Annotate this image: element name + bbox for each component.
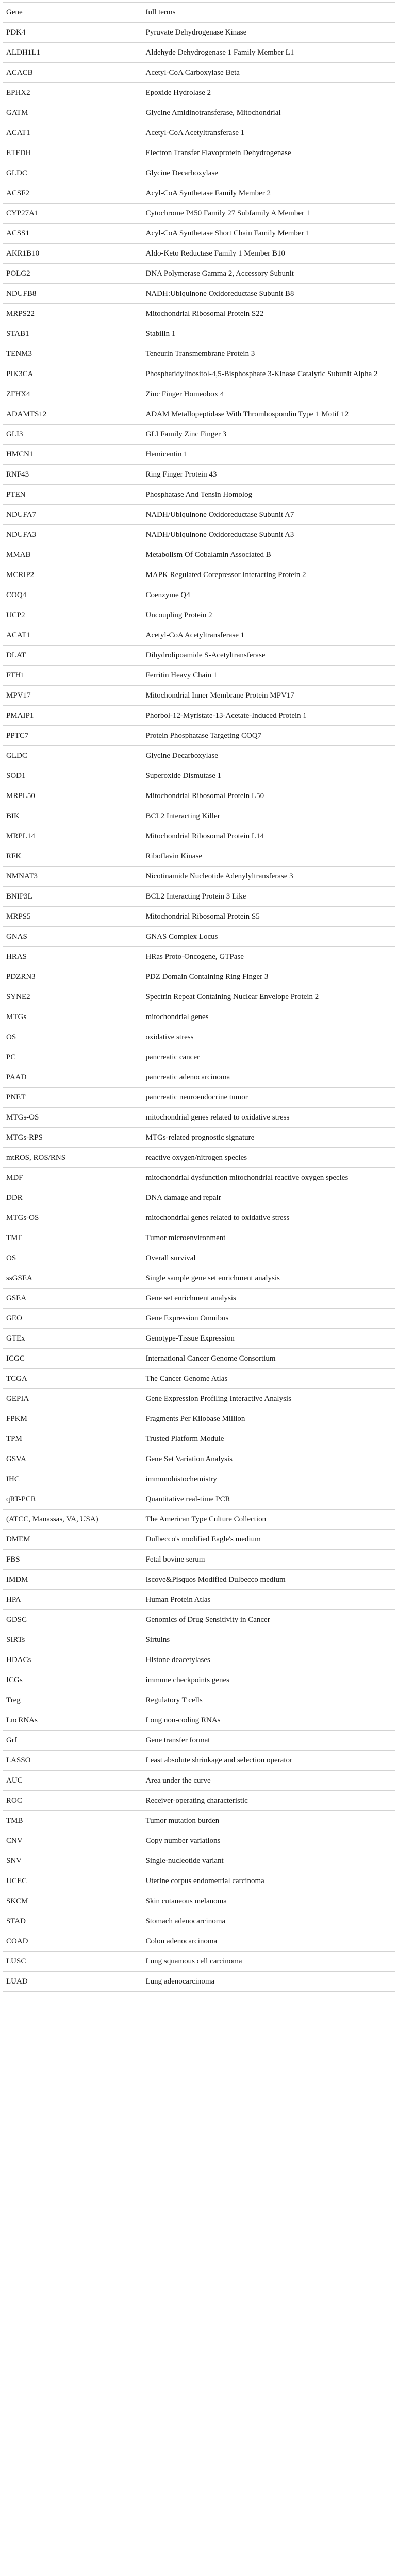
- table-row: [3, 485, 395, 505]
- gene-cell: HRAS: [3, 947, 142, 967]
- table-row: [3, 846, 395, 867]
- table-row: [3, 1891, 395, 1911]
- gene-cell: ETFDH: [3, 143, 142, 163]
- table-row: [3, 465, 395, 485]
- table-row: [3, 605, 395, 625]
- table-row: [3, 1128, 395, 1148]
- table-row: [3, 726, 395, 746]
- full-term-cell: Gene set enrichment analysis: [145, 1294, 236, 1302]
- table-row: [3, 967, 395, 987]
- table-row: [3, 666, 395, 686]
- table-row: [3, 786, 395, 806]
- full-term-cell: Gene Set Variation Analysis: [145, 1455, 233, 1463]
- full-term-cell: The Cancer Genome Atlas: [145, 1375, 228, 1383]
- gene-cell: MCRIP2: [3, 565, 142, 585]
- full-term-cell: Copy number variations: [145, 1837, 221, 1845]
- gene-cell: MRPS5: [3, 907, 142, 927]
- gene-cell: LUSC: [3, 1952, 142, 1972]
- table-row: [3, 23, 395, 43]
- gene-cell: COQ4: [3, 585, 142, 605]
- full-term-cell: Least absolute shrinkage and selection operator: [145, 1756, 292, 1765]
- gene-cell: mtROS, ROS/RNS: [3, 1148, 142, 1168]
- gene-cell: GTEx: [3, 1329, 142, 1349]
- gene-cell: ICGs: [3, 1670, 142, 1690]
- table-row: [3, 103, 395, 123]
- table-row: [3, 1289, 395, 1309]
- full-term-cell: DNA Polymerase Gamma 2, Accessory Subunit: [145, 269, 294, 278]
- table-row: [3, 1911, 395, 1931]
- table-row: [3, 1148, 395, 1168]
- gene-cell: PIK3CA: [3, 364, 142, 384]
- gene-cell: NDUFB8: [3, 284, 142, 304]
- table-row: [3, 826, 395, 846]
- table-row: [3, 1811, 395, 1831]
- table-row: [3, 1047, 395, 1067]
- full-term-cell: Stabilin 1: [145, 330, 176, 338]
- gene-cell: ACSF2: [3, 183, 142, 204]
- gene-cell: qRT-PCR: [3, 1489, 142, 1510]
- gene-cell: RNF43: [3, 465, 142, 485]
- full-term-cell: International Cancer Genome Consortium: [145, 1354, 276, 1363]
- gene-cell: NDUFA7: [3, 505, 142, 525]
- full-term-cell: Spectrin Repeat Containing Nuclear Envelope Protein 2: [145, 993, 319, 1001]
- table-row: [3, 1610, 395, 1630]
- full-term-cell: BCL2 Interacting Protein 3 Like: [145, 892, 246, 901]
- gene-cell: COAD: [3, 1931, 142, 1952]
- table-row: [3, 404, 395, 425]
- full-term-cell: immune checkpoints genes: [145, 1676, 229, 1684]
- table-header-row: [3, 3, 395, 23]
- gene-cell: HDACs: [3, 1650, 142, 1670]
- full-term-cell: Acetyl-CoA Acetyltransferase 1: [145, 631, 245, 639]
- table-row: [3, 706, 395, 726]
- gene-cell: ACSS1: [3, 224, 142, 244]
- table-row: [3, 445, 395, 465]
- table-row: [3, 1208, 395, 1228]
- table-row: [3, 1570, 395, 1590]
- gene-cell: IMDM: [3, 1570, 142, 1590]
- gene-cell: ACAT1: [3, 625, 142, 646]
- full-term-cell: Metabolism Of Cobalamin Associated B: [145, 551, 271, 559]
- full-term-cell: Teneurin Transmembrane Protein 3: [145, 350, 255, 358]
- table-row: [3, 344, 395, 364]
- full-term-cell: immunohistochemistry: [145, 1475, 217, 1483]
- gene-cell: MRPS22: [3, 304, 142, 324]
- gene-cell: GEPIA: [3, 1389, 142, 1409]
- table-row: [3, 545, 395, 565]
- gene-cell: TMB: [3, 1811, 142, 1831]
- gene-cell: GEO: [3, 1309, 142, 1329]
- full-term-cell: mitochondrial dysfunction mitochondrial reactive oxygen species: [145, 1174, 349, 1182]
- gene-cell: ICGC: [3, 1349, 142, 1369]
- full-term-cell: NADH/Ubiquinone Oxidoreductase Subunit A7: [145, 511, 294, 519]
- table-row: [3, 525, 395, 545]
- table-row: [3, 646, 395, 666]
- gene-cell: PMAIP1: [3, 706, 142, 726]
- gene-cell: LUAD: [3, 1972, 142, 1992]
- gene-cell: PDK4: [3, 23, 142, 43]
- table-row: [3, 1007, 395, 1027]
- table-row: [3, 364, 395, 384]
- table-row: [3, 1027, 395, 1047]
- full-term-cell: Mitochondrial Inner Membrane Protein MPV17: [145, 691, 294, 700]
- gene-cell: DLAT: [3, 646, 142, 666]
- full-term-cell: Phosphatidylinositol-4,5-Bisphosphate 3-Kinase Catalytic Subunit Alpha 2: [145, 370, 378, 378]
- full-term-cell: Tumor microenvironment: [145, 1234, 226, 1242]
- abbreviation-table: [3, 2, 395, 1992]
- table-row: [3, 1088, 395, 1108]
- gene-cell: ACACB: [3, 63, 142, 83]
- full-term-cell: Genotype-Tissue Expression: [145, 1334, 235, 1343]
- full-term-cell: Quantitative real-time PCR: [145, 1495, 230, 1503]
- full-term-cell: Coenzyme Q4: [145, 591, 190, 599]
- gene-cell: PC: [3, 1047, 142, 1067]
- full-term-cell: Fetal bovine serum: [145, 1555, 205, 1564]
- table-row: [3, 565, 395, 585]
- table-row: [3, 384, 395, 404]
- full-term-cell: Regulatory T cells: [145, 1696, 203, 1704]
- full-term-cell: Overall survival: [145, 1254, 196, 1262]
- gene-cell: SOD1: [3, 766, 142, 786]
- gene-cell: GLDC: [3, 746, 142, 766]
- table-row: [3, 244, 395, 264]
- full-term-cell: Zinc Finger Homeobox 4: [145, 390, 224, 398]
- full-term-cell: Dulbecco's modified Eagle's medium: [145, 1535, 261, 1544]
- table-row: [3, 1931, 395, 1952]
- gene-cell: DMEM: [3, 1530, 142, 1550]
- table-row: [3, 183, 395, 204]
- full-term-cell: Phorbol-12-Myristate-13-Acetate-Induced Protein 1: [145, 711, 307, 720]
- table-row: [3, 1188, 395, 1208]
- full-term-cell: Uncoupling Protein 2: [145, 611, 212, 619]
- full-term-cell: Gene Expression Profiling Interactive Analysis: [145, 1395, 291, 1403]
- full-term-cell: Colon adenocarcinoma: [145, 1937, 218, 1945]
- full-term-cell: NADH/Ubiquinone Oxidoreductase Subunit A3: [145, 531, 294, 539]
- gene-cell: PAAD: [3, 1067, 142, 1088]
- gene-cell: ssGSEA: [3, 1268, 142, 1289]
- full-term-cell: reactive oxygen/nitrogen species: [145, 1154, 247, 1162]
- full-term-cell: HRas Proto-Oncogene, GTPase: [145, 953, 244, 961]
- full-term-cell: Superoxide Dismutase 1: [145, 772, 222, 780]
- gene-cell: MTGs-OS: [3, 1108, 142, 1128]
- full-term-cell: The American Type Culture Collection: [145, 1515, 267, 1523]
- table-row: [3, 425, 395, 445]
- gene-cell: MMAB: [3, 545, 142, 565]
- full-term-cell: Acetyl-CoA Carboxylase Beta: [145, 69, 240, 77]
- full-term-cell: Area under the curve: [145, 1776, 211, 1785]
- full-term-cell: MTGs-related prognostic signature: [145, 1133, 255, 1142]
- gene-cell: CYP27A1: [3, 204, 142, 224]
- gene-cell: PPTC7: [3, 726, 142, 746]
- gene-cell: NMNAT3: [3, 867, 142, 887]
- table-row: [3, 1228, 395, 1248]
- full-term-cell: Sirtuins: [145, 1636, 170, 1644]
- gene-cell: UCP2: [3, 605, 142, 625]
- table-row: [3, 1389, 395, 1409]
- gene-cell: ALDH1L1: [3, 43, 142, 63]
- gene-cell: LncRNAs: [3, 1710, 142, 1731]
- gene-cell: POLG2: [3, 264, 142, 284]
- gene-cell: IHC: [3, 1469, 142, 1489]
- table-row: [3, 1409, 395, 1429]
- table-row: [3, 927, 395, 947]
- full-term-cell: Mitochondrial Ribosomal Protein L14: [145, 832, 264, 840]
- full-term-cell: pancreatic neuroendocrine tumor: [145, 1093, 248, 1101]
- gene-cell: HMCN1: [3, 445, 142, 465]
- table-row: [3, 1731, 395, 1751]
- full-term-cell: Single sample gene set enrichment analysis: [145, 1274, 280, 1282]
- full-term-cell: Receiver-operating characteristic: [145, 1797, 248, 1805]
- table-row: [3, 625, 395, 646]
- table-row: [3, 1771, 395, 1791]
- full-term-cell: Gene transfer format: [145, 1736, 210, 1744]
- full-term-cell: Gene Expression Omnibus: [145, 1314, 229, 1323]
- gene-cell: GSEA: [3, 1289, 142, 1309]
- table-row: [3, 123, 395, 143]
- table-row: [3, 1690, 395, 1710]
- gene-cell: BNIP3L: [3, 887, 142, 907]
- full-term-cell: Single-nucleotide variant: [145, 1857, 224, 1865]
- gene-cell: SYNE2: [3, 987, 142, 1007]
- table-body: [3, 3, 395, 1992]
- gene-cell: ADAMTS12: [3, 404, 142, 425]
- gene-cell: GLI3: [3, 425, 142, 445]
- full-term-cell: Tumor mutation burden: [145, 1817, 220, 1825]
- table-row: [3, 1429, 395, 1449]
- full-term-cell: Phosphatase And Tensin Homolog: [145, 490, 253, 499]
- table-row: [3, 83, 395, 103]
- table-row: [3, 907, 395, 927]
- table-row: [3, 746, 395, 766]
- full-term-cell: Ring Finger Protein 43: [145, 470, 217, 479]
- table-row: [3, 1590, 395, 1610]
- gene-cell: TME: [3, 1228, 142, 1248]
- gene-cell: STAB1: [3, 324, 142, 344]
- gene-cell: MTGs: [3, 1007, 142, 1027]
- table-row: [3, 806, 395, 826]
- full-term-cell: Glycine Amidinotransferase, Mitochondrial: [145, 109, 281, 117]
- full-term-cell: Nicotinamide Nucleotide Adenylyltransferase 3: [145, 872, 293, 880]
- full-term-cell: mitochondrial genes: [145, 1013, 209, 1021]
- table-row: [3, 1108, 395, 1128]
- full-term-cell: oxidative stress: [145, 1033, 194, 1041]
- full-term-cell: Glycine Decarboxylase: [145, 752, 218, 760]
- gene-cell: ACAT1: [3, 123, 142, 143]
- full-term-cell: Histone deacetylases: [145, 1656, 210, 1664]
- gene-cell: UCEC: [3, 1871, 142, 1891]
- table-row: [3, 1248, 395, 1268]
- gene-cell: Grf: [3, 1731, 142, 1751]
- gene-cell: GATM: [3, 103, 142, 123]
- full-term-cell: PDZ Domain Containing Ring Finger 3: [145, 973, 269, 981]
- full-term-cell: Iscove&Pisquos Modified Dulbecco medium: [145, 1575, 286, 1584]
- table-row: [3, 1952, 395, 1972]
- full-term-cell: Protein Phosphatase Targeting COQ7: [145, 732, 262, 740]
- table-row: [3, 304, 395, 324]
- full-term-cell: Riboflavin Kinase: [145, 852, 203, 860]
- gene-cell: OS: [3, 1248, 142, 1268]
- full-term-cell: Ferritin Heavy Chain 1: [145, 671, 218, 680]
- gene-cell: DDR: [3, 1188, 142, 1208]
- table-row: [3, 1530, 395, 1550]
- full-term-cell: Stomach adenocarcinoma: [145, 1917, 226, 1925]
- table-row: [3, 1831, 395, 1851]
- gene-cell: BIK: [3, 806, 142, 826]
- full-term-cell: Acyl-CoA Synthetase Short Chain Family Member 1: [145, 229, 310, 238]
- full-term-cell: Electron Transfer Flavoprotein Dehydrogenase: [145, 149, 291, 157]
- table-row: [3, 1369, 395, 1389]
- table-row: [3, 1489, 395, 1510]
- table-row: [3, 1751, 395, 1771]
- gene-cell: Treg: [3, 1690, 142, 1710]
- gene-cell: PDZRN3: [3, 967, 142, 987]
- gene-cell: ZFHX4: [3, 384, 142, 404]
- gene-cell: CNV: [3, 1831, 142, 1851]
- gene-cell: SKCM: [3, 1891, 142, 1911]
- table-row: [3, 1851, 395, 1871]
- full-term-cell: GNAS Complex Locus: [145, 933, 218, 941]
- header-gene: Gene: [3, 3, 142, 23]
- gene-cell: MRPL14: [3, 826, 142, 846]
- full-term-cell: Dihydrolipoamide S-Acetyltransferase: [145, 651, 266, 659]
- full-term-cell: Lung adenocarcinoma: [145, 1977, 215, 1986]
- table-row: [3, 1710, 395, 1731]
- gene-cell: SNV: [3, 1851, 142, 1871]
- table-row: [3, 204, 395, 224]
- table-row: [3, 1329, 395, 1349]
- gene-cell: MRPL50: [3, 786, 142, 806]
- table-row: [3, 284, 395, 304]
- header-full-terms: full terms: [145, 8, 176, 16]
- table-row: [3, 1871, 395, 1891]
- table-row: [3, 163, 395, 183]
- full-term-cell: DNA damage and repair: [145, 1194, 221, 1202]
- gene-cell: ROC: [3, 1791, 142, 1811]
- full-term-cell: Human Protein Atlas: [145, 1596, 211, 1604]
- full-term-cell: Trusted Platform Module: [145, 1435, 224, 1443]
- full-term-cell: MAPK Regulated Corepressor Interacting Protein 2: [145, 571, 306, 579]
- table-row: [3, 63, 395, 83]
- gene-cell: NDUFA3: [3, 525, 142, 545]
- full-term-cell: Epoxide Hydrolase 2: [145, 89, 211, 97]
- gene-cell: GSVA: [3, 1449, 142, 1469]
- gene-cell: GNAS: [3, 927, 142, 947]
- full-term-cell: Pyruvate Dehydrogenase Kinase: [145, 28, 247, 37]
- table-row: [3, 1670, 395, 1690]
- table-row: [3, 143, 395, 163]
- table-row: [3, 324, 395, 344]
- table-row: [3, 1168, 395, 1188]
- table-row: [3, 1510, 395, 1530]
- table-row: [3, 1449, 395, 1469]
- table-row: [3, 867, 395, 887]
- gene-cell: FTH1: [3, 666, 142, 686]
- gene-cell: EPHX2: [3, 83, 142, 103]
- table-row: [3, 1972, 395, 1992]
- table-row: [3, 224, 395, 244]
- table-row: [3, 1349, 395, 1369]
- full-term-cell: pancreatic adenocarcinoma: [145, 1073, 230, 1081]
- gene-cell: TPM: [3, 1429, 142, 1449]
- table-row: [3, 947, 395, 967]
- full-term-cell: Aldehyde Dehydrogenase 1 Family Member L1: [145, 48, 294, 57]
- full-term-cell: Hemicentin 1: [145, 450, 188, 459]
- gene-cell: TENM3: [3, 344, 142, 364]
- gene-cell: GDSC: [3, 1610, 142, 1630]
- gene-cell: MPV17: [3, 686, 142, 706]
- table-row: [3, 1469, 395, 1489]
- full-term-cell: Mitochondrial Ribosomal Protein S5: [145, 912, 260, 921]
- full-term-cell: BCL2 Interacting Killer: [145, 812, 220, 820]
- gene-cell: SIRTs: [3, 1630, 142, 1650]
- gene-cell: TCGA: [3, 1369, 142, 1389]
- table-row: [3, 1309, 395, 1329]
- gene-cell: MDF: [3, 1168, 142, 1188]
- table-row: [3, 264, 395, 284]
- table-row: [3, 1650, 395, 1670]
- table-row: [3, 1791, 395, 1811]
- table-row: [3, 1268, 395, 1289]
- full-term-cell: GLI Family Zinc Finger 3: [145, 430, 227, 438]
- full-term-cell: Glycine Decarboxylase: [145, 169, 218, 177]
- table-row: [3, 585, 395, 605]
- gene-cell: MTGs-OS: [3, 1208, 142, 1228]
- full-term-cell: Lung squamous cell carcinoma: [145, 1957, 242, 1965]
- gene-cell: RFK: [3, 846, 142, 867]
- gene-cell: OS: [3, 1027, 142, 1047]
- table-row: [3, 766, 395, 786]
- gene-cell: PNET: [3, 1088, 142, 1108]
- table-row: [3, 887, 395, 907]
- table-row: [3, 43, 395, 63]
- full-term-cell: Acetyl-CoA Acetyltransferase 1: [145, 129, 245, 137]
- full-term-cell: Aldo-Keto Reductase Family 1 Member B10: [145, 249, 285, 258]
- table-row: [3, 987, 395, 1007]
- full-term-cell: NADH:Ubiquinone Oxidoreductase Subunit B8: [145, 290, 294, 298]
- table-row: [3, 686, 395, 706]
- gene-cell: AKR1B10: [3, 244, 142, 264]
- full-term-cell: Fragments Per Kilobase Million: [145, 1415, 245, 1423]
- full-term-cell: Acyl-CoA Synthetase Family Member 2: [145, 189, 271, 197]
- full-term-cell: Cytochrome P450 Family 27 Subfamily A Member 1: [145, 209, 310, 217]
- table-row: [3, 1550, 395, 1570]
- table-row: [3, 1067, 395, 1088]
- gene-cell: STAD: [3, 1911, 142, 1931]
- gene-cell: AUC: [3, 1771, 142, 1791]
- full-term-cell: Long non-coding RNAs: [145, 1716, 221, 1724]
- gene-cell: GLDC: [3, 163, 142, 183]
- full-term-cell: Uterine corpus endometrial carcinoma: [145, 1877, 264, 1885]
- full-term-cell: Mitochondrial Ribosomal Protein S22: [145, 310, 264, 318]
- full-term-cell: Skin cutaneous melanoma: [145, 1897, 227, 1905]
- gene-cell: FBS: [3, 1550, 142, 1570]
- gene-cell: LASSO: [3, 1751, 142, 1771]
- table-row: [3, 505, 395, 525]
- full-term-cell: mitochondrial genes related to oxidative stress: [145, 1113, 290, 1122]
- full-term-cell: ADAM Metallopeptidase With Thrombospondin Type 1 Motif 12: [145, 410, 349, 418]
- full-term-cell: pancreatic cancer: [145, 1053, 200, 1061]
- gene-cell: FPKM: [3, 1409, 142, 1429]
- table-row: [3, 1630, 395, 1650]
- full-term-cell: Mitochondrial Ribosomal Protein L50: [145, 792, 264, 800]
- gene-cell: HPA: [3, 1590, 142, 1610]
- gene-cell: PTEN: [3, 485, 142, 505]
- gene-cell: MTGs-RPS: [3, 1128, 142, 1148]
- gene-cell: (ATCC, Manassas, VA, USA): [3, 1510, 142, 1530]
- full-term-cell: mitochondrial genes related to oxidative stress: [145, 1214, 290, 1222]
- full-term-cell: Genomics of Drug Sensitivity in Cancer: [145, 1616, 270, 1624]
